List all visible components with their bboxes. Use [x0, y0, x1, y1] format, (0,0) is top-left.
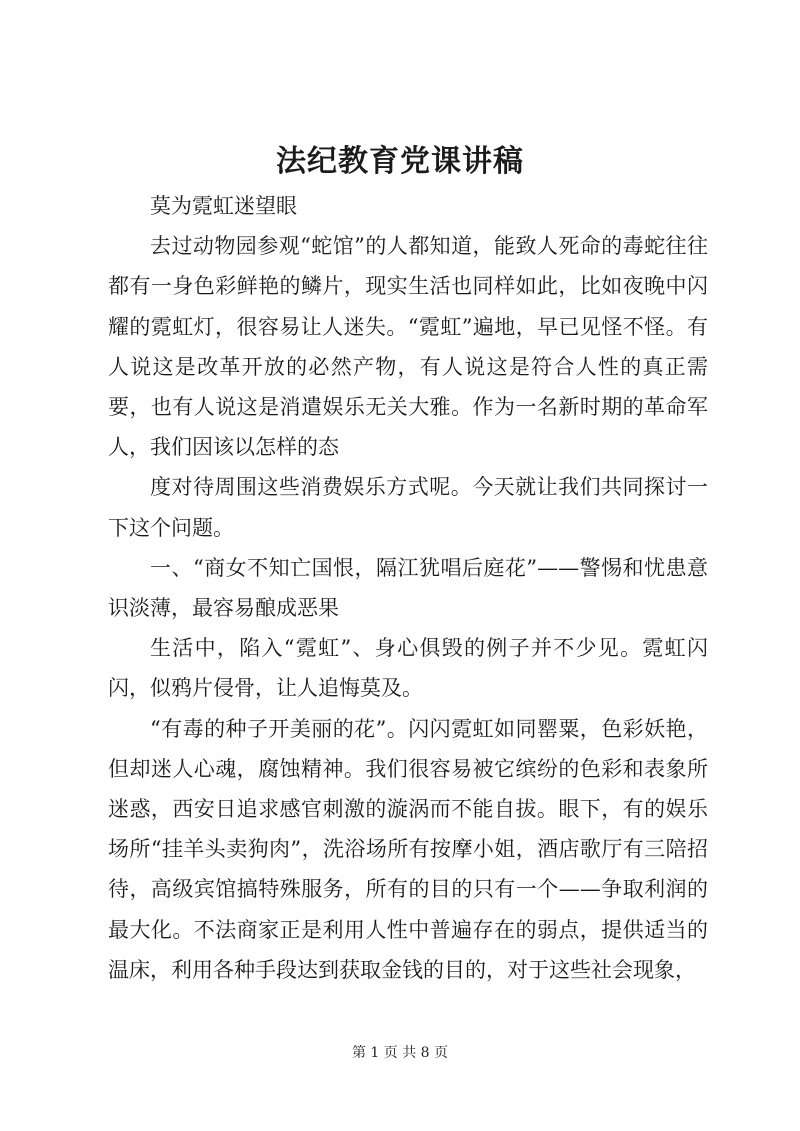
- paragraph-subtitle: 莫为霓虹迷望眼: [150, 194, 297, 218]
- paragraph: “有毒的种子开美丽的花”。闪闪霓虹如同罂粟，色彩妖艳，但却迷人心魂，腐蚀精神。我们很容易被它缤纷的色彩和表象所迷惑，西安日追求感官刺激的漩涡而不能自拔。眼下，有的娱乐场所“挂羊头卖狗肉”，洗浴场所有按摩小姐，酒店歌厅有三陪招待，高级宾馆搞特殊服务，所有的目的只有一个——争取利润的最大化。不法商家正是利用人性中普遍存在的弱点，提供适当的温床，利用各种手段达到获取金钱的目的，对于这些社会现象，: [108, 716, 708, 982]
- paragraph: 去过动物园参观“蛇馆”的人都知道，能致人死命的毒蛇往往都有一身色彩鲜艳的鳞片，现实生活也同样如此，比如夜晚中闪耀的霓虹灯，很容易让人迷失。“霓虹”遍地，早已见怪不怪。有人说这是改革开放的必然产物，有人说这是符合人性的真正需要，也有人说这是消遣娱乐无关大雅。作为一名新时期的革命军人，我们因该以怎样的态: [108, 234, 708, 460]
- document-body: [108, 186, 708, 990]
- paragraph: 生活中，陷入“霓虹”、身心俱毁的例子并不少见。霓虹闪闪，似鸦片侵骨，让人追悔莫及。: [108, 636, 708, 701]
- page-footer: 第 1 页 共 8 页: [351, 1045, 449, 1061]
- section-heading: 一、“商女不知亡国恨，隔江犹唱后庭花”——警惕和忧患意识淡薄，最容易酿成恶果: [108, 555, 708, 621]
- paragraph: 度对待周围这些消费娱乐方式呢。今天就让我们共同探讨一下这个问题。: [108, 475, 708, 540]
- document-title: 法纪教育党课讲稿: [276, 144, 524, 179]
